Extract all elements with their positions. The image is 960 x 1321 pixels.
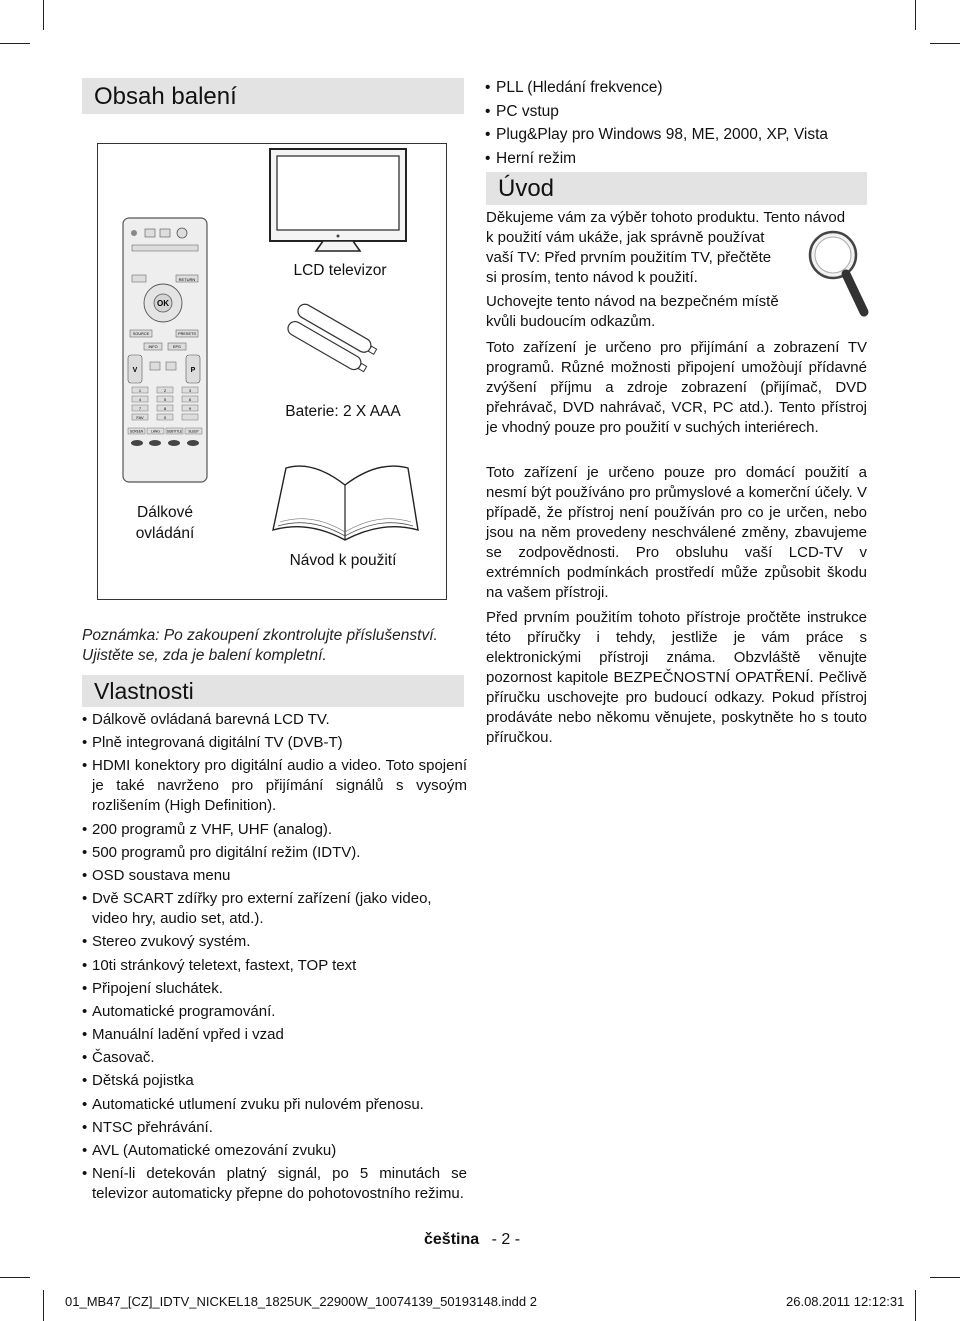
feature-item: • Automatické utlumení zvuku při nulovém přenosu. (82, 1095, 424, 1113)
intro-title: Úvod (498, 175, 555, 202)
feature-item: • Dálkově ovládaná barevná LCD TV. (82, 711, 330, 728)
manual-book-illustration (268, 460, 423, 545)
svg-text:6: 6 (188, 397, 192, 402)
feature-item: • Plug&Play pro Windows 98, ME, 2000, XP, Vista (485, 126, 828, 143)
feature-item: • 10ti stránkový teletext, fastext, TOP text (82, 956, 357, 974)
page-footer (424, 1231, 520, 1249)
feature-item: • Časovač. (82, 1049, 155, 1067)
features-list (82, 710, 467, 1207)
crop-mark (915, 1290, 916, 1321)
print-slug-date: 26.08.2011 12:12:31 (786, 1294, 905, 1309)
crop-mark (0, 1277, 30, 1278)
feature-item: • OSD soustava menu (82, 866, 231, 884)
lcd-tv-label: LCD televizor (293, 262, 387, 279)
svg-text:LANG: LANG (151, 429, 160, 434)
feature-item: • 200 programů z VHF, UHF (analog). (82, 820, 333, 838)
feature-item: • Automatické programování. (82, 1002, 276, 1020)
svg-text:FAV: FAV (136, 415, 144, 420)
crop-mark (930, 43, 960, 44)
package-contents-heading-bar (82, 78, 464, 114)
feature-item: • 500 programů pro digitální režim (IDTV). (82, 843, 361, 861)
print-slug-file: 01_MB47_[CZ]_IDTV_NICKEL18_1825UK_22900W_10074139_50193148.indd 2 (65, 1294, 537, 1309)
remote-label-line1: Dálkové (137, 504, 193, 521)
note-line1: Poznámka: Po zakoupení zkontrolujte příslušenství. (82, 627, 438, 644)
feature-item: • Dětská pojistka (82, 1072, 194, 1090)
feature-item: • PC vstup (485, 102, 559, 120)
feature-item: • Plně integrovaná digitální TV (DVB-T) (82, 734, 343, 752)
note-line2: Ujistěte se, zda je balení kompletní. (82, 647, 327, 664)
intro-paragraph-1: Děkujeme vám za výběr tohoto produktu. Tento návod k použití vám ukáže, jak správně používat vaší TV: Před prvním použitím TV, přečtěte si prosím, tento návod k použití. (486, 209, 846, 286)
intro-paragraph-4: Toto zařízení je určeno pouze pro domácí použití a nesmí být používáno pro průmyslové a komerční účely. V případě, že přístroj není používán pro co je určen, nebo jsou na něm provedeny neschválené změny, zbavujeme se zodpovědnosti. Pro obsluhu vaší LCD-TV v extrémních podmínkách prostředí může způsobit škodu na vašem přístroji. (486, 464, 867, 601)
svg-text:5: 5 (163, 397, 167, 402)
svg-text:2: 2 (163, 388, 167, 393)
lcd-tv-illustration (268, 147, 408, 257)
feature-item: • PLL (Hledání frekvence) (485, 79, 663, 96)
svg-text:1: 1 (138, 388, 142, 393)
features-heading-bar (82, 675, 464, 707)
package-contents-title: Obsah balení (94, 83, 237, 110)
svg-text:8: 8 (163, 406, 167, 411)
remote-control-label (118, 502, 212, 544)
crop-mark (915, 0, 916, 30)
feature-item: • NTSC přehrávání. (82, 1118, 213, 1136)
feature-item: • Není-li detekován platný signál, po 5 minutách se televizor automaticky přepne do pohotovostního režimu. (82, 1165, 467, 1203)
svg-text:SOURCE: SOURCE (132, 332, 150, 336)
intro-heading-bar (486, 172, 867, 205)
features-title: Vlastnosti (94, 678, 194, 704)
footer-language: čeština (424, 1231, 480, 1248)
feature-item: • HDMI konektory pro digitální audio a video. Toto spojení je také navrženo pro přijímání signálů s vysoým rozlišením (High Definition). (82, 757, 467, 815)
svg-text:EPG: EPG (172, 345, 182, 349)
feature-item: • Manuální ladění vpřed i vzad (82, 1026, 284, 1044)
batteries-label: Baterie: 2 X AAA (285, 403, 401, 420)
svg-text:4: 4 (138, 397, 142, 402)
intro-paragraph-3: Toto zařízení je určeno pro přijímání a zobrazení TV programů. Různé možnosti připojení umožòují přídavné zvýšení příjmu a zdroje zobrazení (přijímač, DVD přehrávač, DVD nahrávač, VCR, PC atd.). Tento přístroj je vhodný pouze pro použití v suchých interiérech. (486, 339, 867, 436)
feature-item: • Stereo zvukový systém. (82, 933, 251, 951)
feature-item: • Dvě SCART zdířky pro externí zařízení (jako video, video hry, audio set, atd.). (82, 890, 432, 928)
svg-text:PRESETS: PRESETS (178, 332, 196, 336)
remote-control-illustration (120, 215, 210, 485)
manual-label: Návod k použití (289, 552, 397, 569)
crop-mark (43, 1290, 44, 1321)
svg-text:SUBTITLE: SUBTITLE (166, 429, 183, 434)
svg-text:SCREEN: SCREEN (129, 429, 144, 434)
svg-text:P: P (190, 367, 196, 374)
svg-text:V: V (132, 367, 138, 374)
feature-item: • AVL (Automatické omezování zvuku) (82, 1142, 337, 1159)
feature-item: • Připojení sluchátek. (82, 979, 223, 997)
remote-label-line2: ovládání (135, 525, 195, 542)
svg-text:3: 3 (188, 388, 192, 393)
svg-text:RETURN: RETURN (178, 277, 196, 282)
crop-mark (930, 1277, 960, 1278)
intro-paragraph-5: Před prvním použitím tohoto přístroje pročtěte instrukce této příručky i tehdy, jestliže je vám práce s elektronickými přístroji známa. Obzvláště věnujte pozornost kapitole BEZPEČNOSTNÍ OPATŘENÍ. Pečlivě příručku uschovejte pro budoucí odkazy. Pokud přístroj prodáváte nebo někomu věnujete, poskytněte ho s touto příručkou. (486, 609, 867, 746)
footer-page-number: - 2 - (491, 1231, 521, 1248)
svg-text:9: 9 (188, 406, 192, 411)
svg-text:OK: OK (157, 299, 169, 308)
feature-item: • Herní režim (485, 149, 577, 167)
batteries-illustration (282, 303, 387, 383)
intro-paragraph-2: Uchovejte tento návod na bezpečném místě kvůli budoucím odkazům. (486, 293, 779, 330)
features-list-continued (485, 76, 828, 170)
package-note (82, 626, 472, 666)
svg-text:INFO: INFO (148, 345, 158, 349)
svg-text:7: 7 (138, 406, 142, 411)
svg-text:SLEEP: SLEEP (188, 429, 199, 434)
crop-mark (43, 0, 44, 30)
svg-text:0: 0 (163, 415, 167, 420)
crop-mark (0, 43, 30, 44)
